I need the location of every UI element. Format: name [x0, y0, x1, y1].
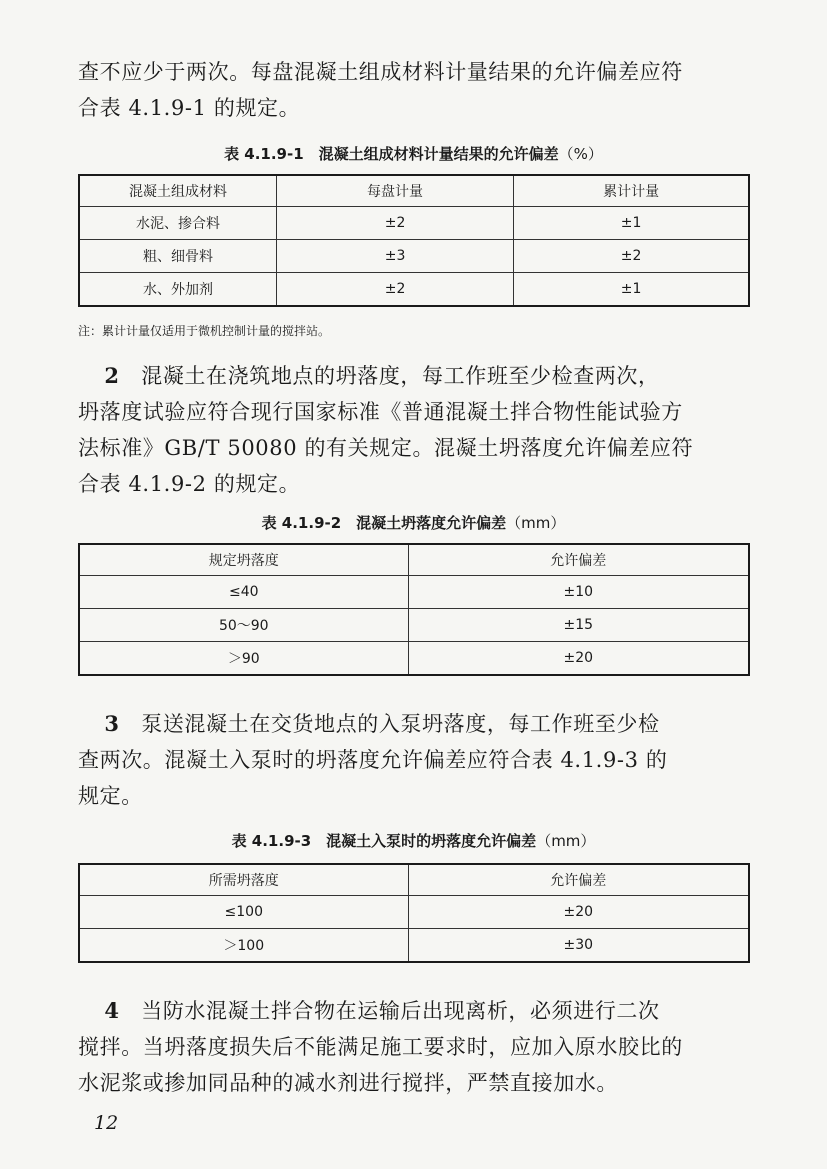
item2-number: 2 — [104, 363, 120, 388]
item2-line-1: 混凝土在浇筑地点的坍落度，每工作班至少检查两次， — [141, 364, 660, 388]
item3-paragraph — [78, 706, 750, 814]
table2-header-cell: 规定坍落度 — [79, 544, 408, 576]
table-cell: ±3 — [276, 240, 513, 273]
table-row — [79, 929, 749, 963]
table-cell: ±1 — [514, 207, 749, 240]
table3-caption — [0, 830, 827, 851]
item2-line-3: 法标准》GB/T 50080 的有关规定。混凝土坍落度允许偏差应符 — [78, 436, 694, 460]
item4-paragraph — [78, 993, 750, 1101]
intro-line-1: 查不应少于两次。每盘混凝土组成材料计量结果的允许偏差应符 — [78, 60, 683, 84]
table1-caption-text: 表 4.1.9-1 混凝土组成材料计量结果的允许偏差 — [224, 145, 559, 163]
item2-paragraph — [78, 358, 750, 502]
table3 — [78, 863, 750, 963]
table-row — [79, 240, 749, 273]
item3-line-1: 泵送混凝土在交货地点的入泵坍落度，每工作班至少检 — [141, 712, 660, 736]
table1-caption-unit: （%） — [558, 145, 603, 163]
table2-caption-text: 表 4.1.9-2 混凝土坍落度允许偏差 — [261, 514, 507, 532]
table-cell: ±15 — [408, 609, 749, 642]
table1-header-row — [79, 175, 749, 207]
table-cell: ±20 — [408, 896, 749, 929]
table2-caption — [0, 512, 827, 533]
table1-caption — [0, 143, 827, 164]
table-cell: ±10 — [408, 576, 749, 609]
table-cell: ±30 — [408, 929, 749, 963]
table-cell: 50～90 — [79, 609, 408, 642]
item4-line-2: 搅拌。当坍落度损失后不能满足施工要求时，应加入原水胶比的 — [78, 1035, 683, 1059]
table1-header-cell: 每盘计量 — [276, 175, 513, 207]
table1-note: 注：累计计量仅适用于微机控制计量的搅拌站。 — [78, 324, 331, 338]
table-row — [79, 642, 749, 676]
intro-line-2: 合表 4.1.9-1 的规定。 — [78, 96, 301, 120]
table3-header-cell: 所需坍落度 — [79, 864, 408, 896]
table-row — [79, 576, 749, 609]
table-cell: 水泥、掺合料 — [79, 207, 276, 240]
intro-paragraph — [78, 54, 750, 126]
table-row — [79, 207, 749, 240]
table2-caption-unit: （mm） — [506, 514, 566, 532]
table2 — [78, 543, 750, 676]
item4-line-1: 当防水混凝土拌合物在运输后出现离析，必须进行二次 — [141, 999, 660, 1023]
table-cell: ±20 — [408, 642, 749, 676]
table2-header-row — [79, 544, 749, 576]
table1 — [78, 174, 750, 307]
page-number: 12 — [94, 1112, 119, 1134]
table-cell: 粗、细骨料 — [79, 240, 276, 273]
table-cell: ≤100 — [79, 896, 408, 929]
table-cell: ±2 — [514, 240, 749, 273]
table-row — [79, 273, 749, 307]
table3-caption-text: 表 4.1.9-3 混凝土入泵时的坍落度允许偏差 — [231, 832, 537, 850]
table1-header-cell: 混凝土组成材料 — [79, 175, 276, 207]
table-row — [79, 896, 749, 929]
item2-line-4: 合表 4.1.9-2 的规定。 — [78, 472, 301, 496]
item2-line-2: 坍落度试验应符合现行国家标准《普通混凝土拌合物性能试验方 — [78, 400, 683, 424]
table-row — [79, 609, 749, 642]
item4-line-3: 水泥浆或掺加同品种的减水剂进行搅拌，严禁直接加水。 — [78, 1071, 618, 1095]
table-cell: ±2 — [276, 273, 513, 307]
table1-header-cell: 累计计量 — [514, 175, 749, 207]
item4-number: 4 — [104, 998, 120, 1023]
table-cell: ±2 — [276, 207, 513, 240]
table-cell: ＞90 — [79, 642, 408, 676]
table3-header-row — [79, 864, 749, 896]
item3-line-3: 规定。 — [78, 784, 143, 808]
table2-header-cell: 允许偏差 — [408, 544, 749, 576]
table-cell: ＞100 — [79, 929, 408, 963]
table-cell: ±1 — [514, 273, 749, 307]
table3-caption-unit: （mm） — [536, 832, 596, 850]
item3-number: 3 — [104, 711, 120, 736]
item3-line-2: 查两次。混凝土入泵时的坍落度允许偏差应符合表 4.1.9-3 的 — [78, 748, 668, 772]
table-cell: 水、外加剂 — [79, 273, 276, 307]
table3-header-cell: 允许偏差 — [408, 864, 749, 896]
table-cell: ≤40 — [79, 576, 408, 609]
